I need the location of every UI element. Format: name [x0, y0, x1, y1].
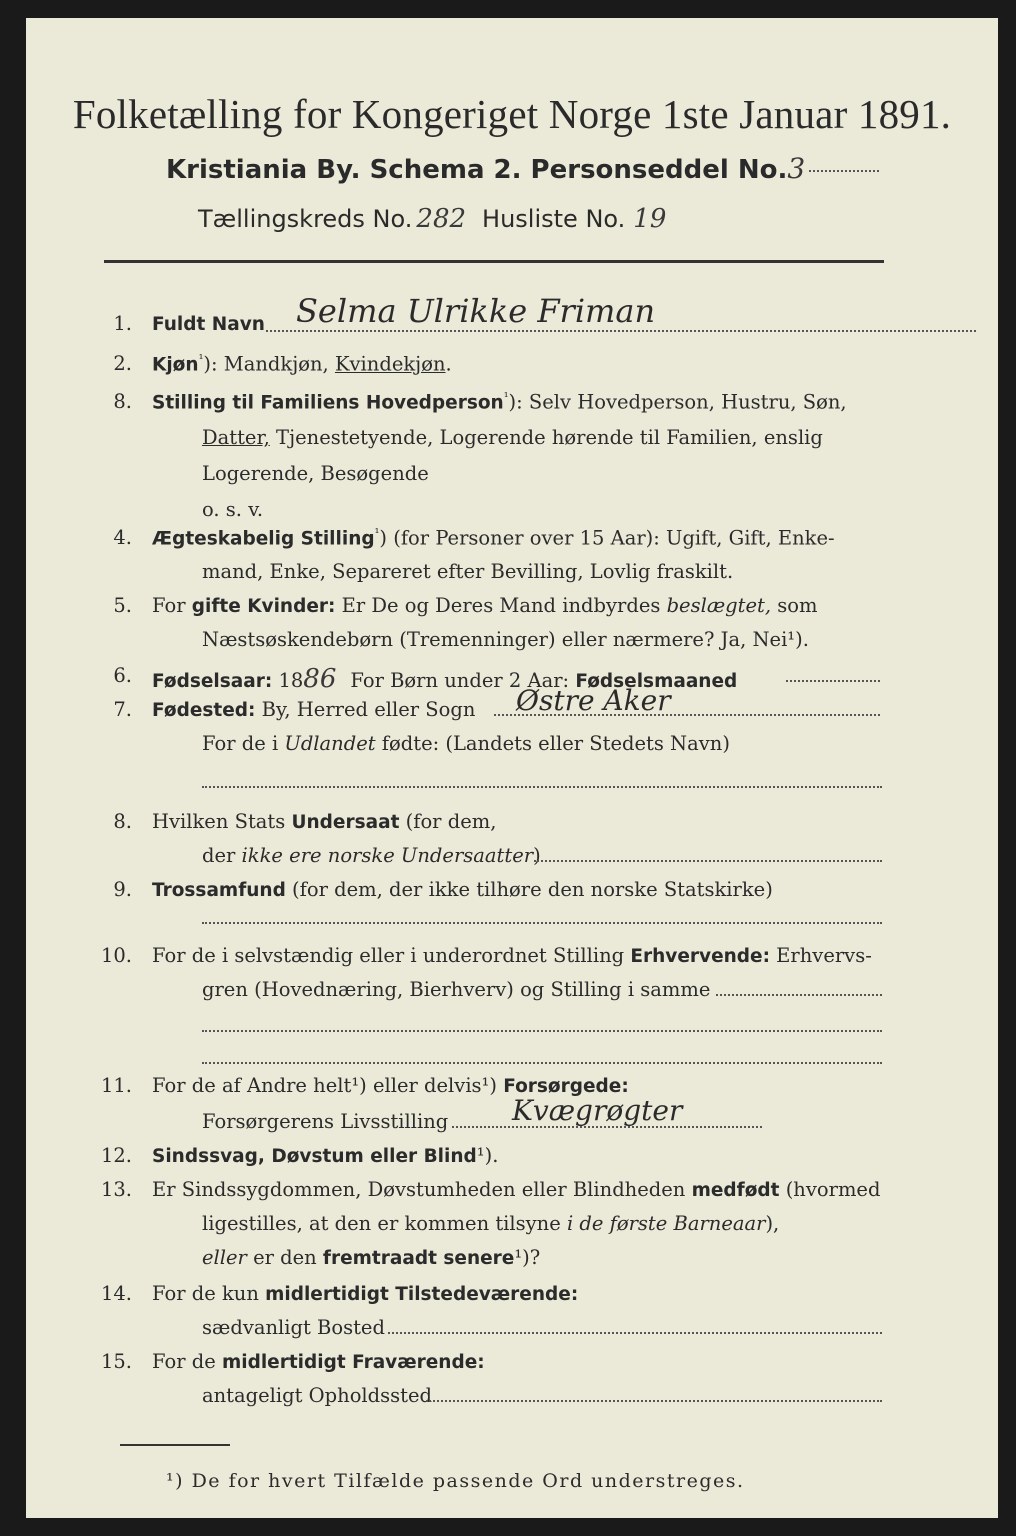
q2-number: 2.	[113, 352, 132, 375]
q10-dots-3	[202, 1062, 882, 1064]
q4-line1: Ægteskabelig Stilling$^{^1}$) (for Personer over 15 Aar): Ugift, Gift, Enke-	[152, 526, 835, 550]
kreds-line	[198, 204, 666, 234]
q7-number: 7.	[113, 698, 132, 721]
husliste-number: 19	[633, 204, 667, 234]
q13-line3: eller er den fremtraadt senere¹)?	[202, 1246, 541, 1269]
q15-dots	[426, 1400, 882, 1402]
q8-number: 8.	[113, 810, 132, 833]
q8-dots	[534, 860, 882, 862]
q6-dots	[786, 680, 880, 682]
q9-dots	[202, 922, 882, 924]
schema-label: Kristiania By. Schema 2. Personseddel No.	[166, 155, 788, 185]
q10-line2: gren (Hovednæring, Bierhverv) og Stilling i samme	[202, 978, 711, 1001]
husliste-label: Husliste No.	[482, 205, 626, 233]
q10-line1: For de i selvstændig eller i underordnet Stilling Erhvervende: Erhvervs-	[152, 944, 872, 967]
footnote-rule	[120, 1444, 230, 1446]
q7-line2: For de i Udlandet fødte: (Landets eller Stedets Navn)	[202, 732, 730, 755]
q6-number: 6.	[113, 664, 132, 687]
q3-line2: Datter, Tjenestetyende, Logerende hørende til Familien, enslig	[202, 426, 823, 449]
q3-number: 8.	[113, 390, 132, 413]
q14-line2: sædvanligt Bosted	[202, 1316, 385, 1339]
q6-line: Fødselsaar: 1886 For Børn under 2 Aar: Fødselsmaaned	[152, 664, 738, 694]
census-form	[26, 18, 998, 1518]
q7-dots-2	[202, 786, 882, 788]
q10-number: 10.	[100, 944, 132, 967]
q13-number: 13.	[100, 1178, 132, 1201]
full-name-answer: Selma Ulrikke Friman	[296, 292, 656, 330]
q12-number: 12.	[100, 1144, 132, 1167]
q11-line1: For de af Andre helt¹) eller delvis¹) Forsørgede:	[152, 1074, 629, 1097]
q8-line2: der ikke ere norske Undersaatter)	[202, 844, 541, 867]
q14-number: 14.	[100, 1282, 132, 1305]
q3-line3: Logerende, Besøgende	[202, 462, 429, 485]
q13-line1: Er Sindssygdommen, Døvstumheden eller Blindheden medfødt (hvormed	[152, 1178, 881, 1201]
gender-selected: Kvindekjøn	[334, 352, 446, 376]
q11-line2: Forsørgerens Livsstilling	[202, 1110, 449, 1133]
kreds-number: 282	[416, 204, 467, 234]
q5-line2: Næstsøskendebørn (Tremenninger) eller nærmere? Ja, Nei¹).	[202, 628, 809, 651]
q1-label: Fuldt Navn	[152, 314, 265, 335]
personseddel-number: 3	[787, 152, 806, 185]
family-position-selected: Datter,	[202, 426, 270, 449]
q15-line1: For de midlertidigt Fraværende:	[152, 1350, 485, 1373]
q15-number: 15.	[100, 1350, 132, 1373]
provider-occupation-answer: Kvægrøgter	[512, 1094, 683, 1127]
q7-line1: Fødested: By, Herred eller Sogn	[152, 698, 476, 721]
header-rule	[104, 260, 884, 263]
q12-line: Sindssvag, Døvstum eller Blind¹).	[152, 1144, 499, 1167]
q10-dots	[716, 994, 882, 996]
q11-number: 11.	[100, 1074, 132, 1097]
q14-dots	[388, 1332, 882, 1334]
q2-text: Kjøn$^{^1}$): Mandkjøn, Kvindekjøn.	[152, 352, 452, 376]
footnote: ¹) De for hvert Tilfælde passende Ord understreges.	[166, 1470, 745, 1492]
q13-line2: ligestilles, at den er kommen tilsyne i de første Barneaar),	[202, 1212, 780, 1235]
q10-dots-2	[202, 1030, 882, 1032]
q9-line: Trossamfund (for dem, der ikke tilhøre den norske Statskirke)	[152, 878, 773, 901]
q5-line1: For gifte Kvinder: Er De og Deres Mand indbyrdes beslægtet, som	[152, 594, 818, 617]
kreds-label: Tællingskreds No.	[198, 205, 413, 233]
q1-number: 1.	[113, 312, 132, 335]
birth-year-answer: 86	[303, 664, 337, 694]
q8-line1: Hvilken Stats Undersaat (for dem,	[152, 810, 497, 833]
q15-line2: antageligt Opholdssted	[202, 1384, 433, 1407]
q4-line2: mand, Enke, Separeret efter Bevilling, Lovlig fraskilt.	[202, 560, 734, 583]
q5-number: 5.	[113, 594, 132, 617]
q9-number: 9.	[113, 878, 132, 901]
q14-line1: For de kun midlertidigt Tilstedeværende:	[152, 1282, 579, 1305]
birthplace-answer: Østre Aker	[516, 684, 671, 717]
q1-dots	[266, 330, 976, 332]
form-title: Folketælling for Kongeriget Norge 1ste Januar 1891.	[72, 91, 952, 137]
form-subtitle	[166, 152, 879, 185]
q4-number: 4.	[113, 526, 132, 549]
q3-line1: Stilling til Familiens Hovedperson$^{^1}$): Selv Hovedperson, Hustru, Søn,	[152, 390, 847, 414]
q3-line4: o. s. v.	[202, 498, 264, 521]
